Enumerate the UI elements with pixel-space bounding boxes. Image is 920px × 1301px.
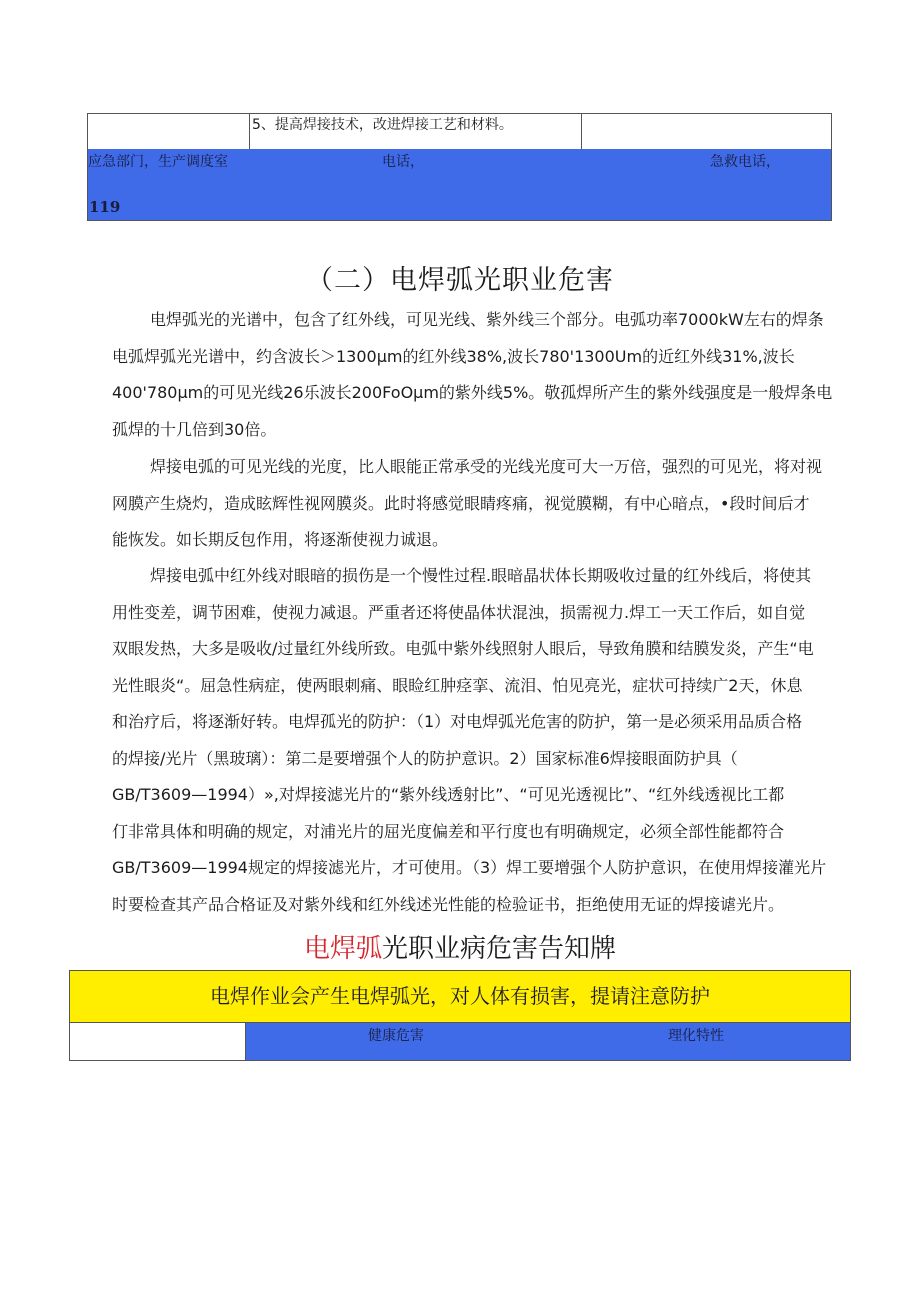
paragraph-infrared-protection [112, 558, 857, 923]
text-line: 用性变差，调节困难，使视力减退。严重者还将使晶体状混浊，损需视力.焊工一天工作后，如自觉 [112, 602, 806, 622]
text-line: 时要检查其产品合格证及对紫外线和红外线述光性能的检验证书，拒绝使用无证的焊接谑光片。 [112, 894, 785, 914]
properties-header: 理化特性 [668, 1028, 724, 1044]
table-cell-empty [70, 1023, 246, 1060]
emergency-number: 119 [89, 198, 121, 216]
text-line: 400'780μm的可见光线26乐波长200FoOμm的紫外线5%。敬孤焊所产生的紫外线强度是一般焊条电 [112, 383, 833, 402]
section-title: （二）电焊弧光职业危害 [306, 265, 614, 296]
text-line: 双眼发热，大多是吸收/过量红外线所致。电弧中紫外线照射人眼后，导致角膜和结膜发炎，产生“电 [112, 639, 814, 658]
text-line: 电焊弧光的光谱中，包含了红外线，可见光线、紫外线三个部分。电弧功率7000kW左右的焊条 [150, 310, 824, 329]
health-hazard-header: 健康危害 [368, 1028, 424, 1044]
text-line: 能恢发。如长期反包作用，将逐渐使视力诚退。 [112, 530, 449, 549]
text-line: 和治疗后，将逐渐好转。电焊孤光的防护：（1）对电焊弧光危害的防护，第一是必须采用品质合格 [112, 712, 803, 731]
board-title-rest: 光职业病危害告知牌 [382, 934, 617, 964]
text-line: 电弧焊弧光光谱中，约含波长＞1300μm的红外线38%,波长780'1300Um的近红外线31%,波长 [112, 346, 795, 366]
text-line: 孤焊的十几倍到30倍。 [112, 419, 277, 439]
board-header-row [70, 1023, 850, 1060]
text-line: 光性眼炎“。屈急性病症，使两眼刺痛、眼睑红肿痉挛、流泪、怕见亮光，症状可持续广2天，休息 [112, 675, 803, 695]
text-line: GB/T3609—1994规定的焊接滤光片，才可使用。（3）焊工要增强个人防护意识，在使用焊接灌光片 [112, 858, 827, 877]
table-row [88, 114, 831, 150]
text-line: 焊接电弧的可见光线的光度，比人眼能正常承受的光线光度可大一万倍，强烈的可见光，将对视 [150, 457, 823, 476]
emergency-phone-label: 急救电话， [710, 154, 780, 170]
emergency-table [87, 113, 832, 221]
table-cell-empty [583, 114, 831, 149]
notice-board [69, 970, 851, 1061]
text-line: 的焊接/光片（黑玻璃）：第二是要增强个人的防护意识。2）国家标准6焊接眼面防护具（ [112, 748, 738, 768]
dept-label: 应急部门，生产调度室 [88, 154, 228, 170]
phone-label: 电话， [382, 154, 424, 170]
paragraph-spectrum [112, 302, 857, 448]
paragraph-visible-light [112, 449, 857, 559]
measure-cell: 5、提高焊接技术，改进焊接工艺和材料。 [250, 114, 582, 149]
text-line: 仃非常具体和明确的规定，对浦光片的屈光度偏差和平行度也有明确规定，必须全部性能都符合 [112, 821, 785, 841]
emergency-contact-row [88, 149, 831, 220]
notice-board-title [0, 928, 920, 965]
text-line: 焊接电弧中红外线对眼暗的损伤是一个慢性过程.眼暗晶状体长期吸收过量的红外线后，将使其 [150, 566, 812, 585]
text-line: 网膜产生烧灼，造成眩辉性视网膜炎。此时将感觉眼睛疼痛，视觉膜糊，有中心暗点，•段时间后才 [112, 493, 810, 513]
text-line: GB/T3609—1994）»,对焊接滤光片的“紫外线透射比”、“可见光透视比”、“红外线透视比工都 [112, 785, 785, 804]
board-title-red: 电焊弧 [303, 934, 382, 964]
board-blue-header [246, 1023, 850, 1060]
table-cell-empty [88, 114, 250, 149]
warning-banner: 电焊作业会产生电焊弧光，对人体有损害，提请注意防护 [70, 971, 850, 1023]
